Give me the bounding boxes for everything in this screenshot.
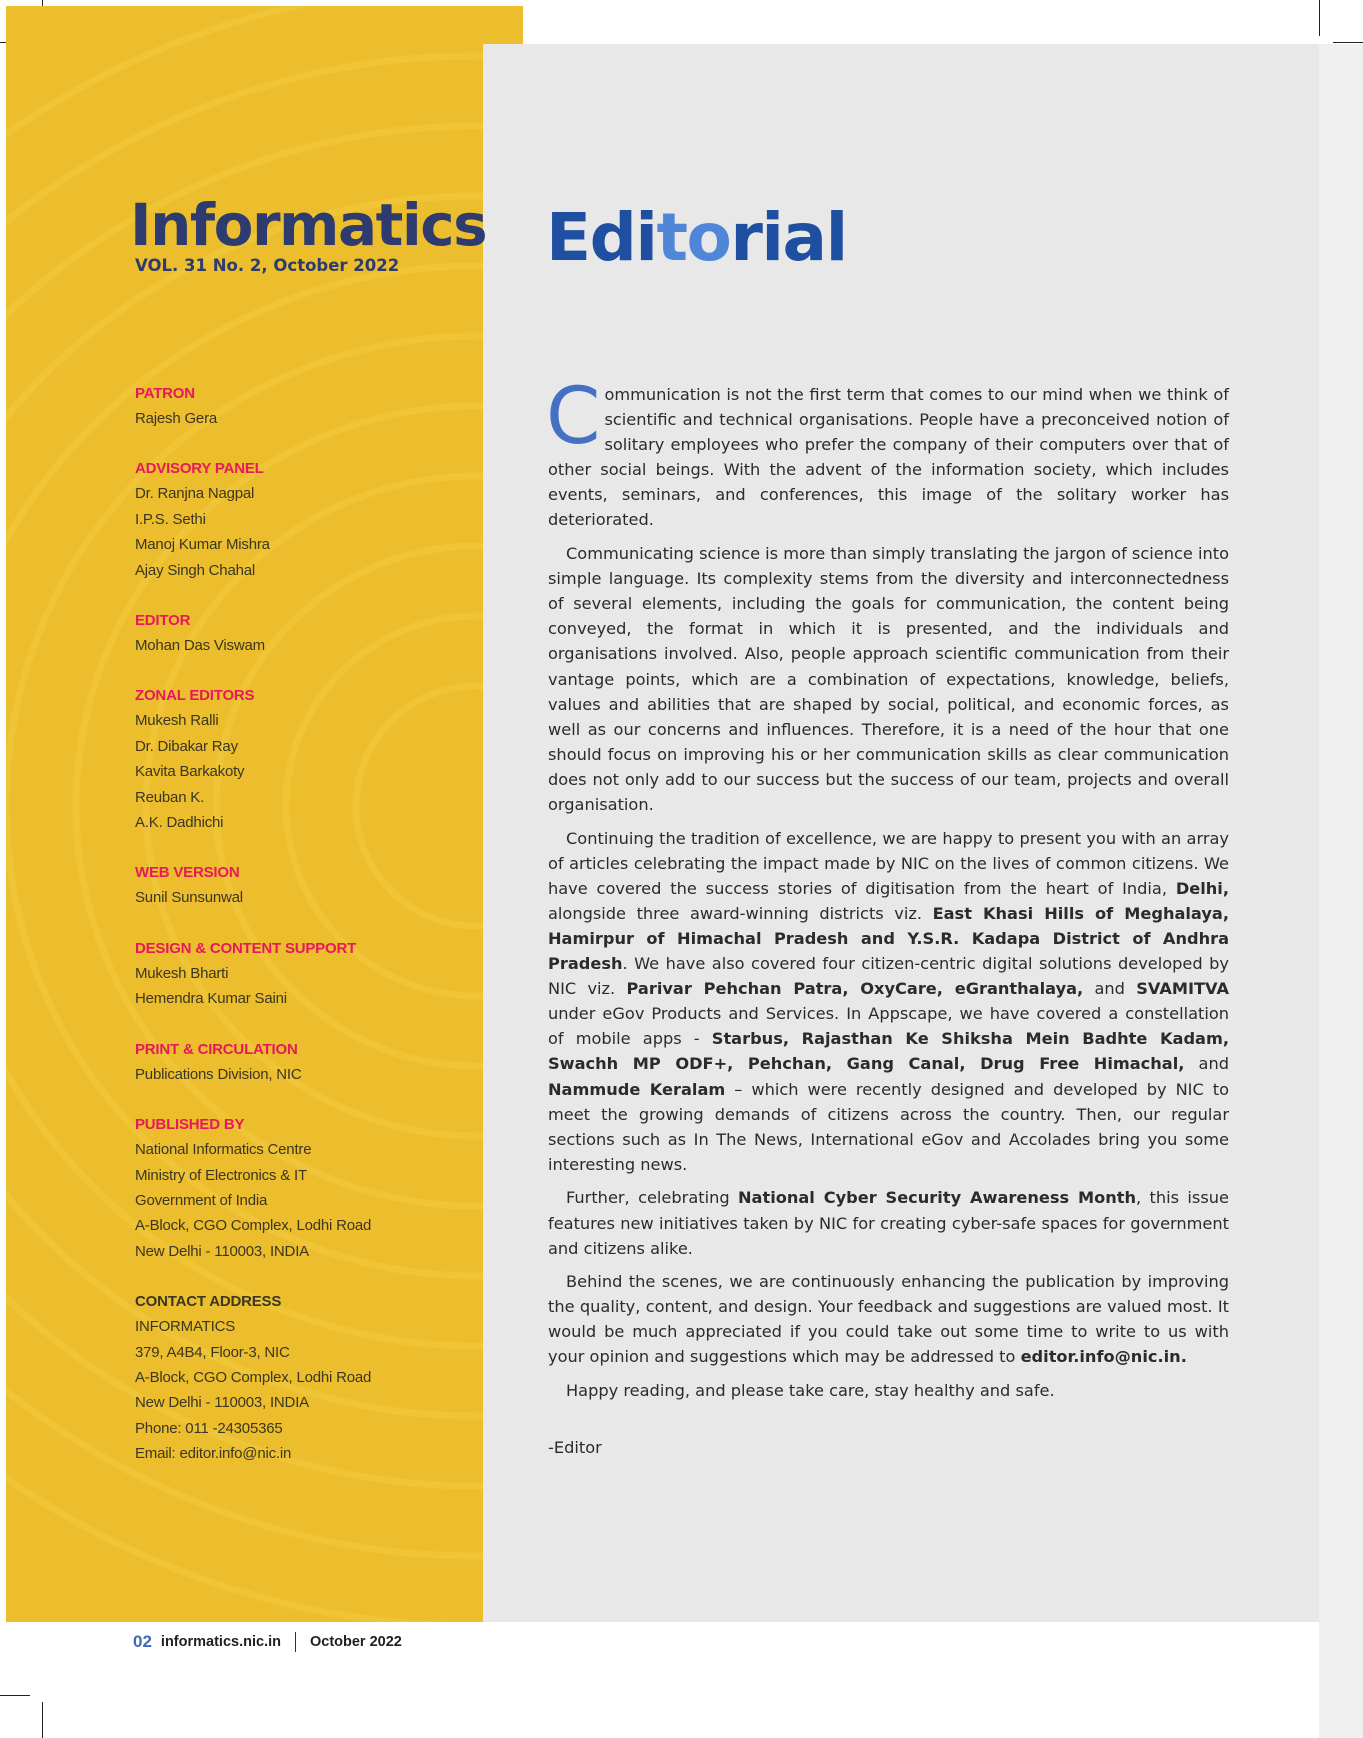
footer-site-link[interactable]: informatics.nic.in (160, 1634, 281, 1650)
text-run: alongside three award-winning districts viz. (548, 903, 933, 923)
masthead-heading: PATRON (135, 385, 195, 402)
masthead-line: I.P.S. Sethi (135, 510, 206, 528)
masthead-line: A-Block, CGO Complex, Lodhi Road (135, 1368, 372, 1386)
masthead-line: Mukesh Bharti (135, 964, 229, 982)
bold-text: Parivar Pehchan Patra, OxyCare, eGranthalaya, (626, 979, 1084, 999)
masthead-section (135, 381, 465, 431)
masthead-line: Email: editor.info@nic.in (135, 1445, 292, 1463)
text-run: , this issue features new initiatives taken by NIC for creating cyber-safe spaces for government and citizens alike. (548, 1188, 1229, 1258)
masthead-heading: WEB VERSION (135, 864, 240, 882)
text-run: ommunication is not the first term that comes to our mind when we think of scientific and technical organisations. People have a preconceived notion of solitary employees who prefer the company of their computers over that of other social beings. With the advent of the information society, which includes events, seminars, and conferences, this image of the solitary worker has deteriorated. (548, 385, 1229, 530)
masthead-section (135, 683, 465, 835)
page-number: 02 (133, 1632, 152, 1651)
text-run: and (1083, 979, 1137, 999)
text-run: Communicating science is more than simply translating the jargon of science into simple language. Its complexity stems from the diversity and interconnectedness of several elements, including the goals for communication, the content being conveyed, the format in which it is presented, and the individuals and organisations involved. Also, people approach scientific communication from their vantage points, which are a combination of expectations, knowledge, beliefs, values and abilities that are shaped by social, political, and economic forces, as well as our concerns and influences. Therefore, it is a need of the hour that one should focus on improving his or her communication skills as clear communication does not only add to our success but the success of our team, projects and overall organisation. (548, 544, 1229, 814)
text-run: Happy reading, and please take care, stay healthy and safe. (566, 1381, 1055, 1401)
masthead-line: Mohan Das Viswam (135, 637, 265, 655)
masthead-section (135, 456, 465, 583)
drop-cap: C (546, 372, 601, 462)
masthead-line: INFORMATICS (135, 1318, 236, 1336)
editorial-paragraph (548, 1185, 1229, 1260)
masthead-line: Ajay Singh Chahal (135, 561, 256, 579)
masthead-list (135, 381, 465, 1492)
masthead-line: Publications Division, NIC (135, 1065, 302, 1083)
masthead-section (135, 1289, 465, 1466)
text-run: Behind the scenes, we are continuously enhancing the publication by improving the quality, content, and design. Your feedback and suggestions are valued most. It would be much appreciated if you could take out some time to write to us with your opinion and suggestions which may be addressed to (548, 1272, 1229, 1367)
masthead-line: A.K. Dadhichi (135, 814, 224, 832)
editorial-paragraph (548, 1378, 1229, 1403)
footer-divider (295, 1632, 296, 1652)
editorial-title: Editorial (546, 199, 847, 276)
masthead-section (135, 1037, 465, 1087)
sidebar-top-tab (483, 6, 523, 44)
crop-mark (0, 1695, 30, 1696)
masthead-line: New Delhi - 110003, INDIA (135, 1394, 309, 1412)
masthead-line: Kavita Barkakoty (135, 763, 245, 781)
editorial-paragraph (548, 1269, 1229, 1369)
bold-text: Starbus, Rajasthan Ke Shiksha Mein Badhte Kadam, Swachh MP ODF+, Pehchan, Gang Canal, Drug Free Himachal, (548, 1029, 1229, 1074)
masthead-line: Phone: 011 -24305365 (135, 1419, 283, 1437)
masthead-line: Manoj Kumar Mishra (135, 536, 270, 554)
masthead-line: Rajesh Gera (135, 410, 218, 427)
masthead-line: Dr. Dibakar Ray (135, 737, 238, 755)
masthead-heading: ADVISORY PANEL (135, 460, 264, 478)
text-run: and (1184, 1054, 1229, 1074)
crop-mark (42, 1702, 43, 1738)
bold-text: Delhi, (1175, 878, 1229, 898)
masthead-section (135, 936, 465, 1012)
bold-text: East Khasi Hills of Meghalaya, Hamirpur of Himachal Pradesh and Y.S.R. Kadapa District of Andhra Pradesh (548, 903, 1229, 974)
masthead-heading: EDITOR (135, 612, 191, 630)
masthead-heading: PUBLISHED BY (135, 1116, 245, 1134)
text-run: Continuing the tradition of excellence, we are happy to present you with an array of articles celebrating the impact made by NIC on the lives of common citizens. We have covered the success stories of digitisation from the heart of India, (548, 828, 1229, 898)
editorial-body (546, 372, 1230, 1412)
crop-mark (1333, 42, 1363, 43)
page-footer (133, 1629, 402, 1655)
masthead-line: Dr. Ranjna Nagpal (135, 485, 255, 503)
masthead-section (135, 1112, 465, 1264)
text-run: Further, celebrating (566, 1188, 738, 1208)
masthead-line: Sunil Sunsunwal (135, 889, 243, 907)
masthead-line: 379, A4B4, Floor-3, NIC (135, 1343, 290, 1361)
editorial-paragraph (548, 541, 1229, 817)
masthead-line: Government of India (135, 1191, 268, 1209)
masthead-heading: CONTACT ADDRESS (135, 1293, 282, 1311)
masthead-line: Reuban K. (135, 788, 205, 806)
text-run: – which were recently designed and developed by NIC to meet the growing demands of citizens across the country. Then, our regular sections such as In The News, International eGov and Accolades bring you some interesting news. (548, 1079, 1230, 1174)
masthead-section (135, 608, 465, 658)
masthead-line: National Informatics Centre (135, 1141, 312, 1159)
editorial-paragraph (548, 826, 1229, 1177)
masthead-line: A-Block, CGO Complex, Lodhi Road (135, 1217, 372, 1235)
editorial-paragraph (546, 372, 1229, 533)
masthead-line: New Delhi - 110003, INDIA (135, 1242, 309, 1260)
masthead-line: Mukesh Ralli (135, 712, 219, 730)
masthead-heading: DESIGN & CONTENT SUPPORT (135, 939, 357, 957)
masthead-line: Ministry of Electronics & IT (135, 1166, 307, 1184)
editor-signature: -Editor (548, 1438, 602, 1457)
bold-text: editor.info@nic.in. (1020, 1347, 1187, 1367)
issue-info: VOL. 31 No. 2, October 2022 (135, 256, 400, 275)
masthead-line: Hemendra Kumar Saini (135, 990, 287, 1008)
text-run: under eGov Products and Services. In Appscape, we have covered a constellation of mobile apps - (548, 1004, 1229, 1049)
bold-text: Nammude Keralam (548, 1079, 726, 1099)
bold-text: SVAMITVA (1136, 979, 1229, 999)
crop-mark (1319, 0, 1320, 36)
footer-date: October 2022 (309, 1634, 402, 1650)
page-edge-strip (1319, 44, 1363, 1738)
masthead-heading: PRINT & CIRCULATION (135, 1040, 298, 1058)
bold-text: National Cyber Security Awareness Month (737, 1188, 1136, 1208)
masthead-section (135, 860, 465, 910)
masthead-heading: ZONAL EDITORS (135, 687, 255, 705)
magazine-logo: Informatics (130, 191, 487, 259)
text-run: . We have also covered four citizen-centric digital solutions developed by NIC viz. (548, 954, 1229, 999)
